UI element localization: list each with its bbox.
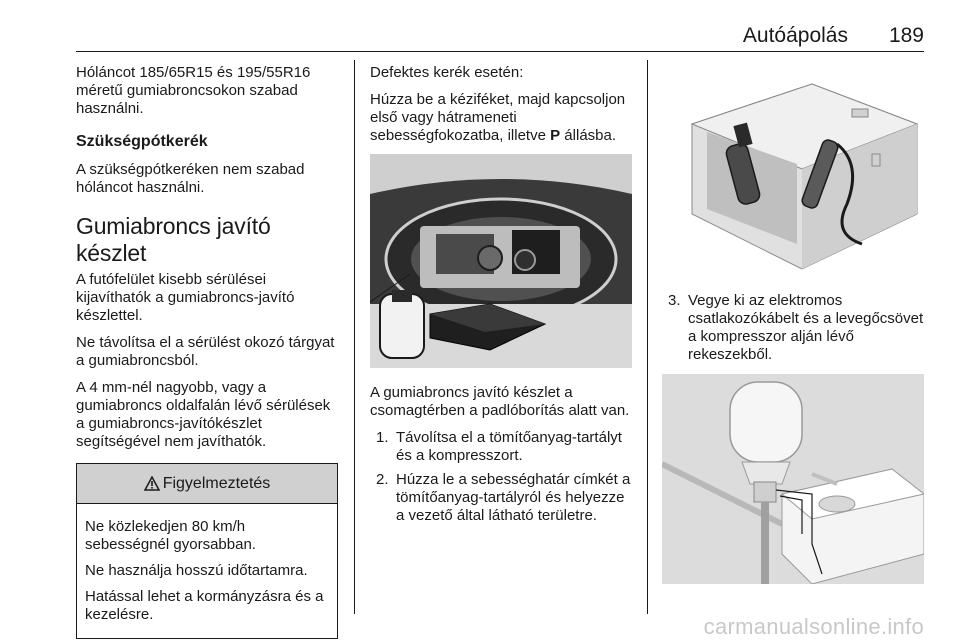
trunk-illustration-svg — [370, 154, 632, 368]
header-rule — [76, 51, 924, 52]
step-item: 3. Vegye ki az elektromos csatlakozókábelt és a levegőcsövet a kompresszor alján lévő rekeszekből. — [668, 292, 924, 363]
column-2 — [370, 64, 632, 531]
spare-wheel-text: A szükségpótkeréken nem szabad hóláncot használni. — [76, 161, 305, 196]
warning-header — [77, 464, 337, 504]
steps-list-2 — [662, 292, 924, 364]
kit-location-text: A gumiabroncs javító készlet a csomagtérben a padlóborítás alatt van. — [370, 384, 630, 419]
column-divider-2 — [647, 60, 648, 614]
column-1 — [76, 64, 338, 639]
warning-text-2: Ne használja hosszú időtartamra. — [85, 562, 308, 579]
warning-body — [77, 504, 337, 638]
trunk-kit-illustration — [370, 154, 632, 368]
compressor-illustration — [662, 374, 924, 584]
repair-kit-paragraph-3: A 4 mm-nél nagyobb, vagy a gumiabroncs oldalfalán lévő sérülések a gumiabroncs-javítókészlet segítségével nem javíthatók. — [76, 379, 331, 450]
page-header — [76, 24, 924, 52]
kit-tray-illustration — [662, 64, 924, 276]
repair-kit-paragraph-2: Ne távolítsa el a sérülést okozó tárgyat a gumiabroncsból. — [76, 334, 335, 369]
warning-text-3: Hatással lehet a kormányzásra és a kezelésre. — [85, 588, 324, 623]
park-position-label: P — [550, 127, 561, 144]
flat-tyre-instruction: Húzza be a kéziféket, majd kapcsoljon első vagy hátrameneti sebességfokozatba, illetve P állásba. — [370, 91, 626, 144]
column-3 — [662, 64, 924, 600]
page-number: 189 — [888, 24, 924, 47]
warning-text-1: Ne közlekedjen 80 km/h sebességnél gyorsabban. — [85, 518, 256, 553]
warning-title: Figyelmeztetés — [162, 474, 271, 492]
warning-box — [76, 463, 338, 639]
watermark: carmanualsonline.info — [703, 614, 924, 639]
repair-kit-heading: Gumiabroncs javító készlet — [76, 213, 271, 266]
step-item: 2. Húzza le a sebességhatár címkét a tömítőanyag-tartályról és helyezze a vezető által látható területre. — [376, 471, 631, 524]
snow-chain-text: Hóláncot 185/65R15 és 195/55R16 méretű gumiabroncsokon szabad használni. — [76, 64, 311, 117]
section-title: Autóápolás — [742, 24, 848, 47]
column-divider-1 — [354, 60, 355, 614]
repair-kit-paragraph-1: A futófelület kisebb sérülései kijavíthatók a gumiabroncs-javító készlettel. — [76, 271, 295, 324]
flat-tyre-heading: Defektes kerék esetén: — [370, 64, 524, 81]
compressor-illustration-svg — [662, 374, 924, 584]
steps-list-1 — [370, 429, 632, 525]
tray-illustration-svg — [662, 64, 924, 276]
step-item: 1. Távolítsa el a tömítőanyag-tartályt és a kompresszort. — [376, 429, 622, 464]
spare-wheel-heading: Szükségpótkerék — [76, 133, 208, 150]
warning-triangle-icon — [144, 476, 160, 491]
